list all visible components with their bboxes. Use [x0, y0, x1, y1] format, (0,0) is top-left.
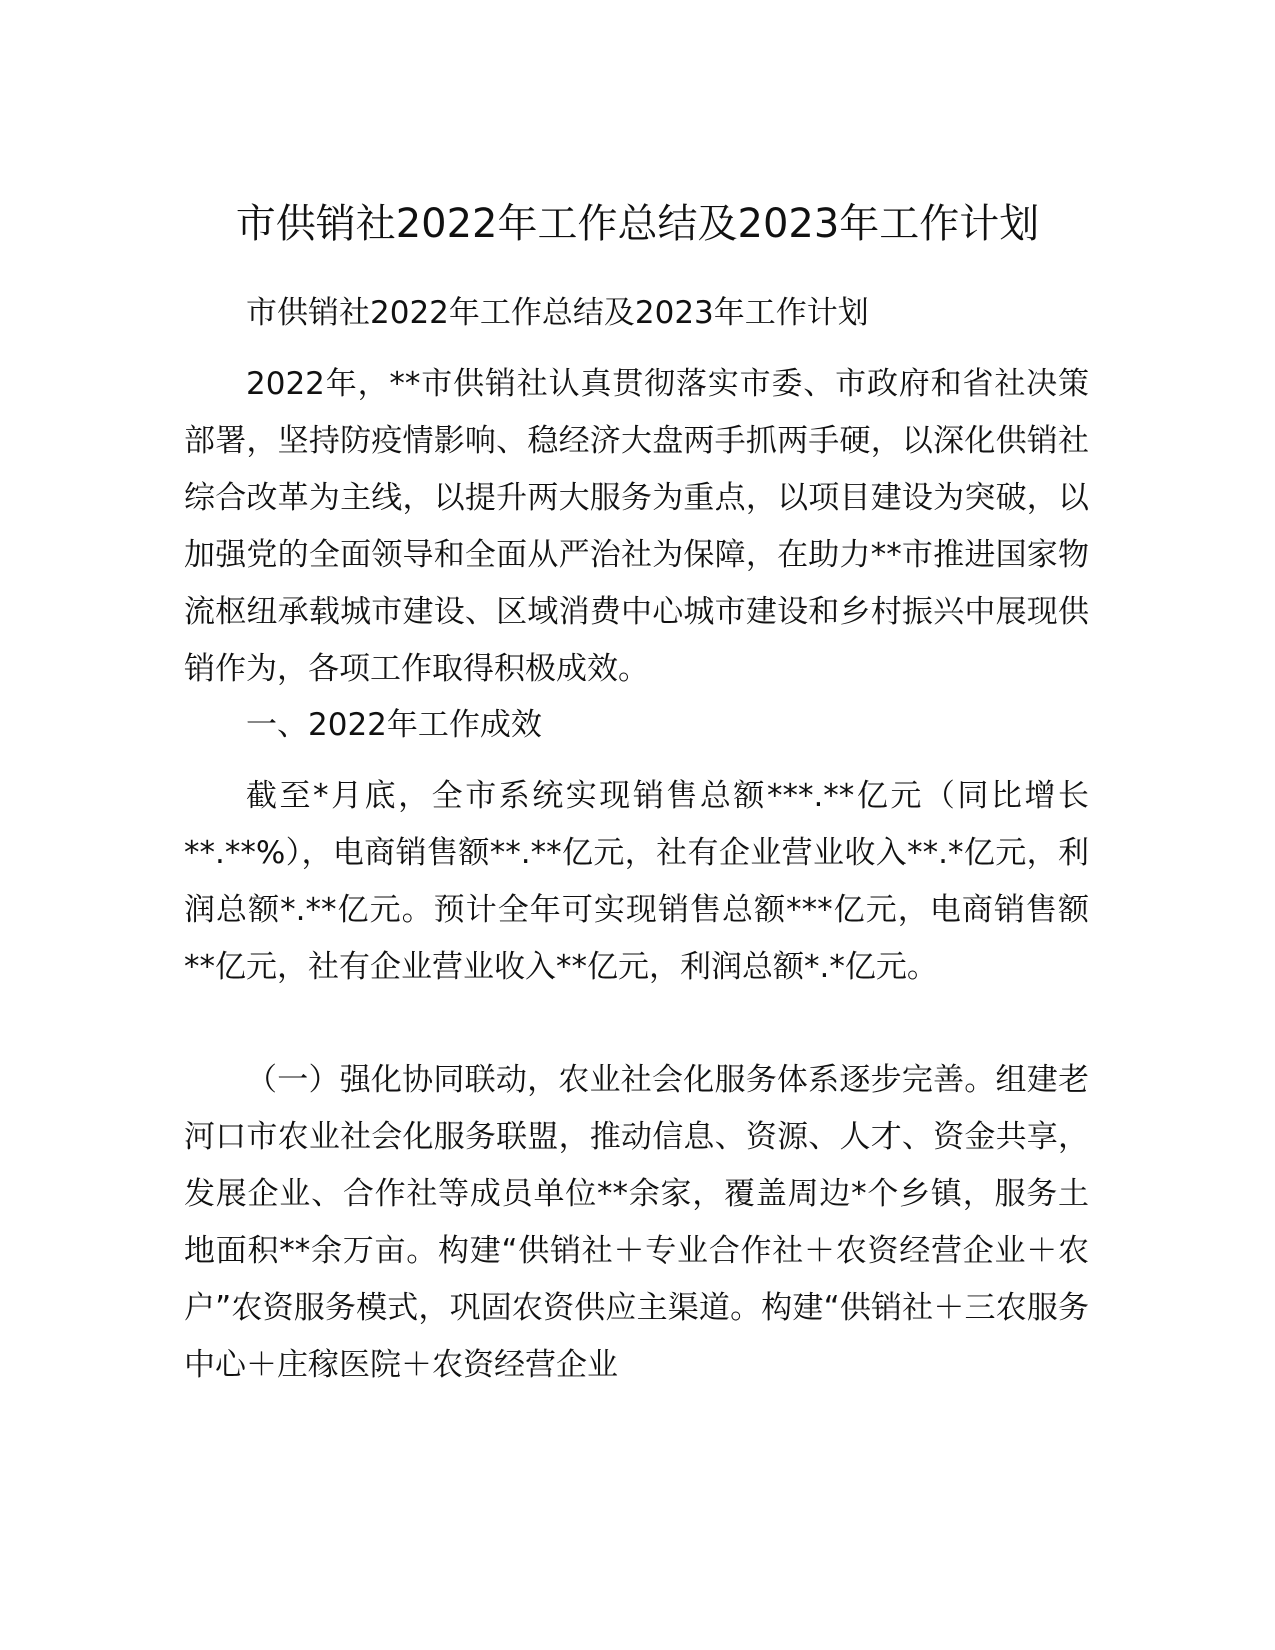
document-subtitle: 市供销社2022年工作总结及2023年工作计划: [246, 295, 869, 331]
paragraph-intro: 2022年，**市供销社认真贯彻落实市委、市政府和省社决策部署，坚持防疫情影响、稳经济大盘两手抓两手硬，以深化供销社综合改革为主线，以提升两大服务为重点，以项目建设为突破，以加强党的全面领导和全面从严治社为保障，在助力**市推进国家物流枢纽承载城市建设、区域消费中心城市建设和乡村振兴中展现供销作为，各项工作取得积极成效。: [184, 366, 1089, 687]
paragraph-sales-summary: 截至*月底，全市系统实现销售总额***.**亿元（同比增长**.**%），电商销售额**.**亿元，社有企业营业收入**.*亿元，利润总额*.**亿元。预计全年可实现销售总额***亿元，电商销售额**亿元，社有企业营业收入**亿元，利润总额*.*亿元。: [184, 778, 1089, 985]
section-heading-achievements: 一、2022年工作成效: [246, 707, 542, 743]
document-title: 市供销社2022年工作总结及2023年工作计划: [235, 201, 1040, 247]
paragraph-item-one: （一）强化协同联动，农业社会化服务体系逐步完善。组建老河口市农业社会化服务联盟，推动信息、资源、人才、资金共享，发展企业、合作社等成员单位**余家，覆盖周边*个乡镇，服务土地面积**余万亩。构建“供销社＋专业合作社＋农资经营企业＋农户”农资服务模式，巩固农资供应主渠道。构建“供销社＋三农服务中心＋庄稼医院＋农资经营企业: [184, 1062, 1089, 1383]
